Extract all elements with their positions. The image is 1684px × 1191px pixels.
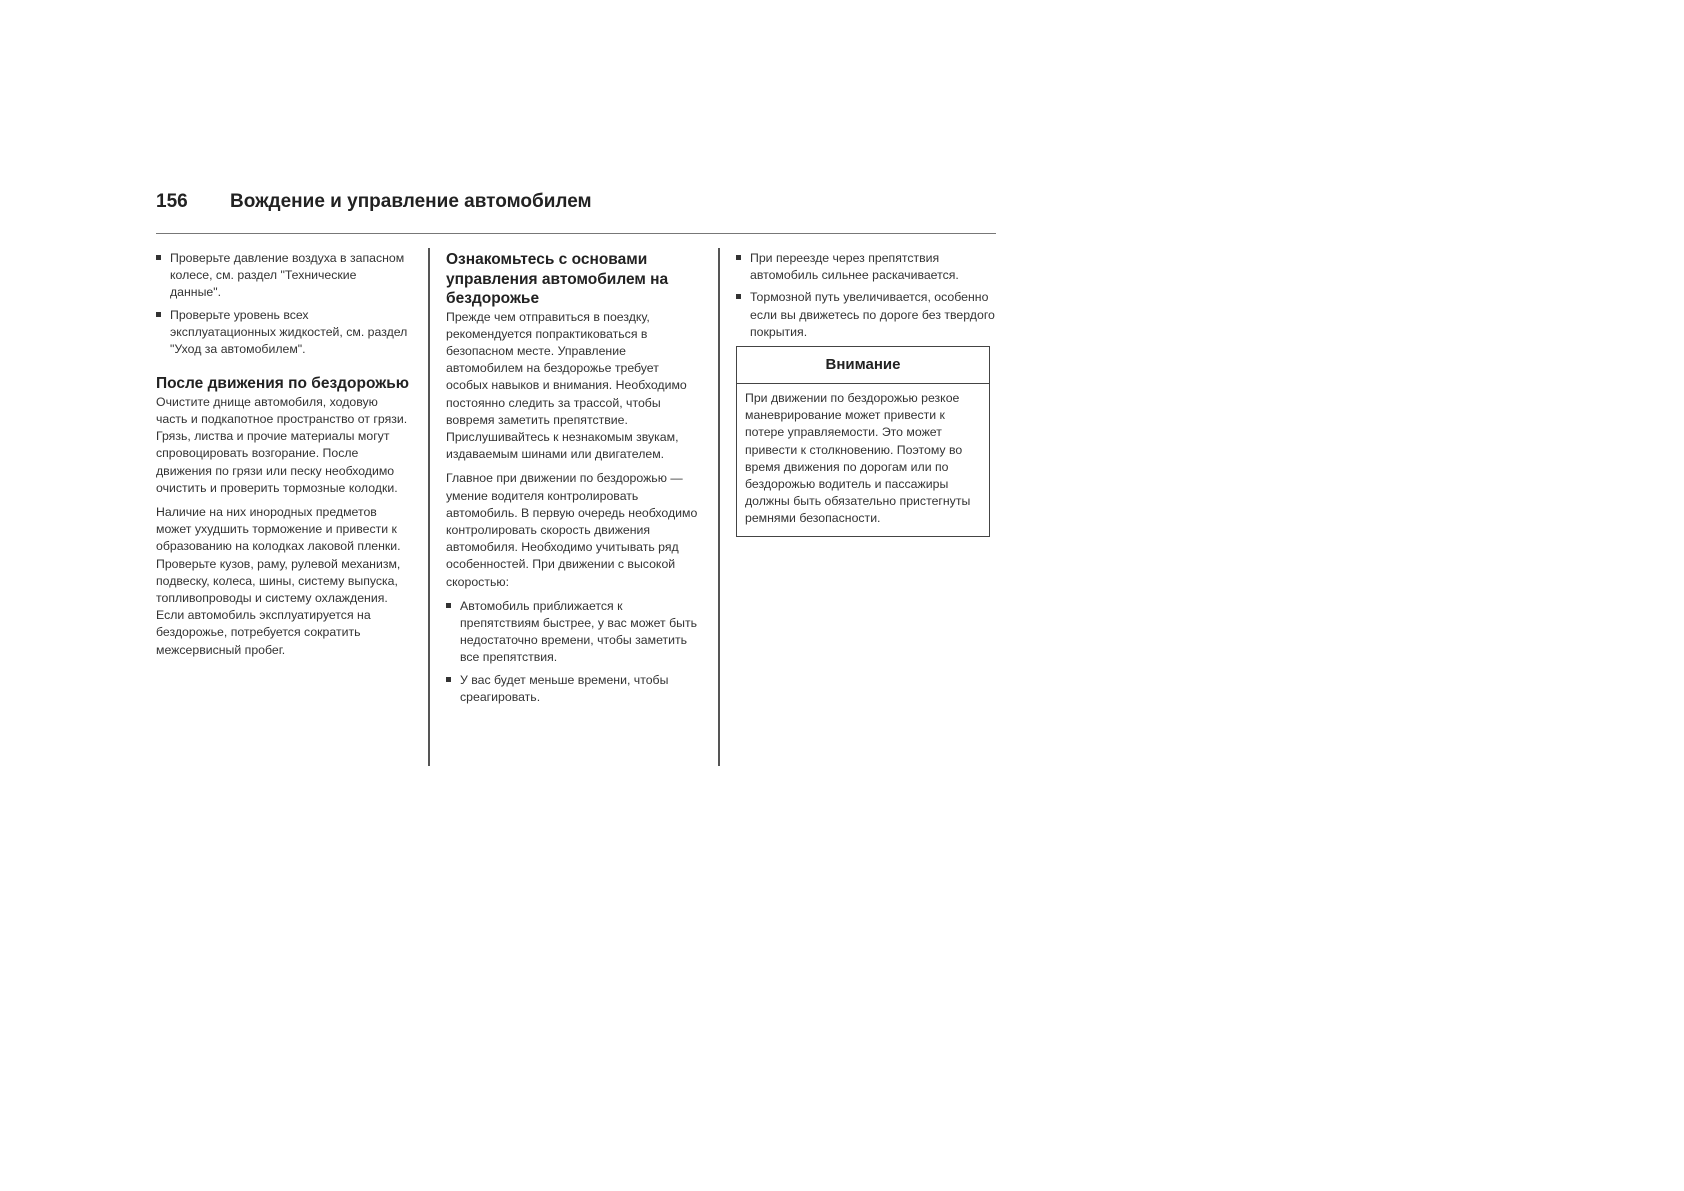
- bullet-item: [446, 672, 704, 706]
- column-middle: [446, 250, 704, 711]
- bullet-square-icon: [736, 255, 741, 260]
- bullet-square-icon: [156, 312, 161, 317]
- paragraph: Наличие на них инородных предметов может ухудшить торможение и привести к образованию на колодках лаковой пленки. Проверьте кузов, раму, рулевой механизм, подвеску, колеса, шины, систему выпуска, топливопроводы и систему охлаждения. Если автомобиль эксплуатируется на бездорожье, потребуется сократить межсервисный пробег.: [156, 504, 401, 657]
- section-heading: После движения по бездорожью: [156, 375, 409, 393]
- bullet-item: [736, 250, 996, 284]
- page-number: 156: [156, 191, 188, 212]
- column-left: [156, 250, 410, 666]
- bullet-text: Проверьте уровень всех эксплуатационных жидкостей, см. раздел "Уход за автомобилем".: [170, 307, 408, 357]
- bullet-text: Автомобиль приближается к препятствиям быстрее, у вас может быть недостаточно времени, чтобы заметить все препятствия.: [460, 598, 698, 665]
- bullet-text: При переезде через препятствия автомобиль сильнее раскачивается.: [750, 251, 959, 283]
- warning-title: Внимание: [737, 347, 989, 384]
- warning-box: [736, 346, 990, 537]
- bullet-square-icon: [446, 677, 451, 682]
- bullet-item: [156, 307, 410, 359]
- column-divider: [428, 248, 430, 766]
- bullet-item: [446, 598, 704, 667]
- bullet-text: Проверьте давление воздуха в запасном колесе, см. раздел "Технические данные".: [170, 251, 405, 300]
- paragraph: Очистите днище автомобиля, ходовую часть и подкапотное пространство от грязи. Грязь, листва и прочие материалы могут спровоцировать возгорание. После движения по грязи или песку необходимо очистить и проверить тормозные колодки.: [156, 394, 408, 495]
- bullet-square-icon: [736, 294, 741, 299]
- bullet-text: Тормозной путь увеличивается, особенно если вы движетесь по дороге без твердого покрытия.: [750, 290, 995, 339]
- bullet-text: У вас будет меньше времени, чтобы среагировать.: [460, 672, 669, 704]
- section-heading: Ознакомьтесь с основами управления автомобилем на бездорожье: [446, 251, 669, 307]
- bullet-square-icon: [446, 603, 451, 608]
- column-right: [736, 250, 996, 537]
- page-header: [156, 191, 996, 225]
- bullet-square-icon: [156, 255, 161, 260]
- paragraph: Прежде чем отправиться в поездку, рекомендуется попрактиковаться в безопасном месте. Управление автомобилем на бездорожье требует особых навыков и внимания. Необходимо постоянно следить за трассой, чтобы вовремя заметить препятствие. Прислушивайтесь к незнакомым звукам, издаваемым шинами или двигателем.: [446, 309, 687, 462]
- column-divider: [718, 248, 720, 766]
- bullet-item: [736, 289, 996, 341]
- paragraph: Главное при движении по бездорожью — умение водителя контролировать автомобиль. В первую очередь необходимо контролировать скорость движения автомобиля. Необходимо учитывать ряд особенностей. При движении с высокой скоростью:: [446, 471, 698, 589]
- header-rule: [156, 233, 996, 234]
- page-title: Вождение и управление автомобилем: [230, 191, 592, 212]
- bullet-item: [156, 250, 410, 302]
- warning-text: При движении по бездорожью резкое маневрирование может привести к потере управляемости. Это может привести к столкновению. Поэтому во время движения по дорогам или по бездорожью водитель и пассажиры должны быть обязательно пристегнуты ремнями безопасности.: [745, 391, 971, 526]
